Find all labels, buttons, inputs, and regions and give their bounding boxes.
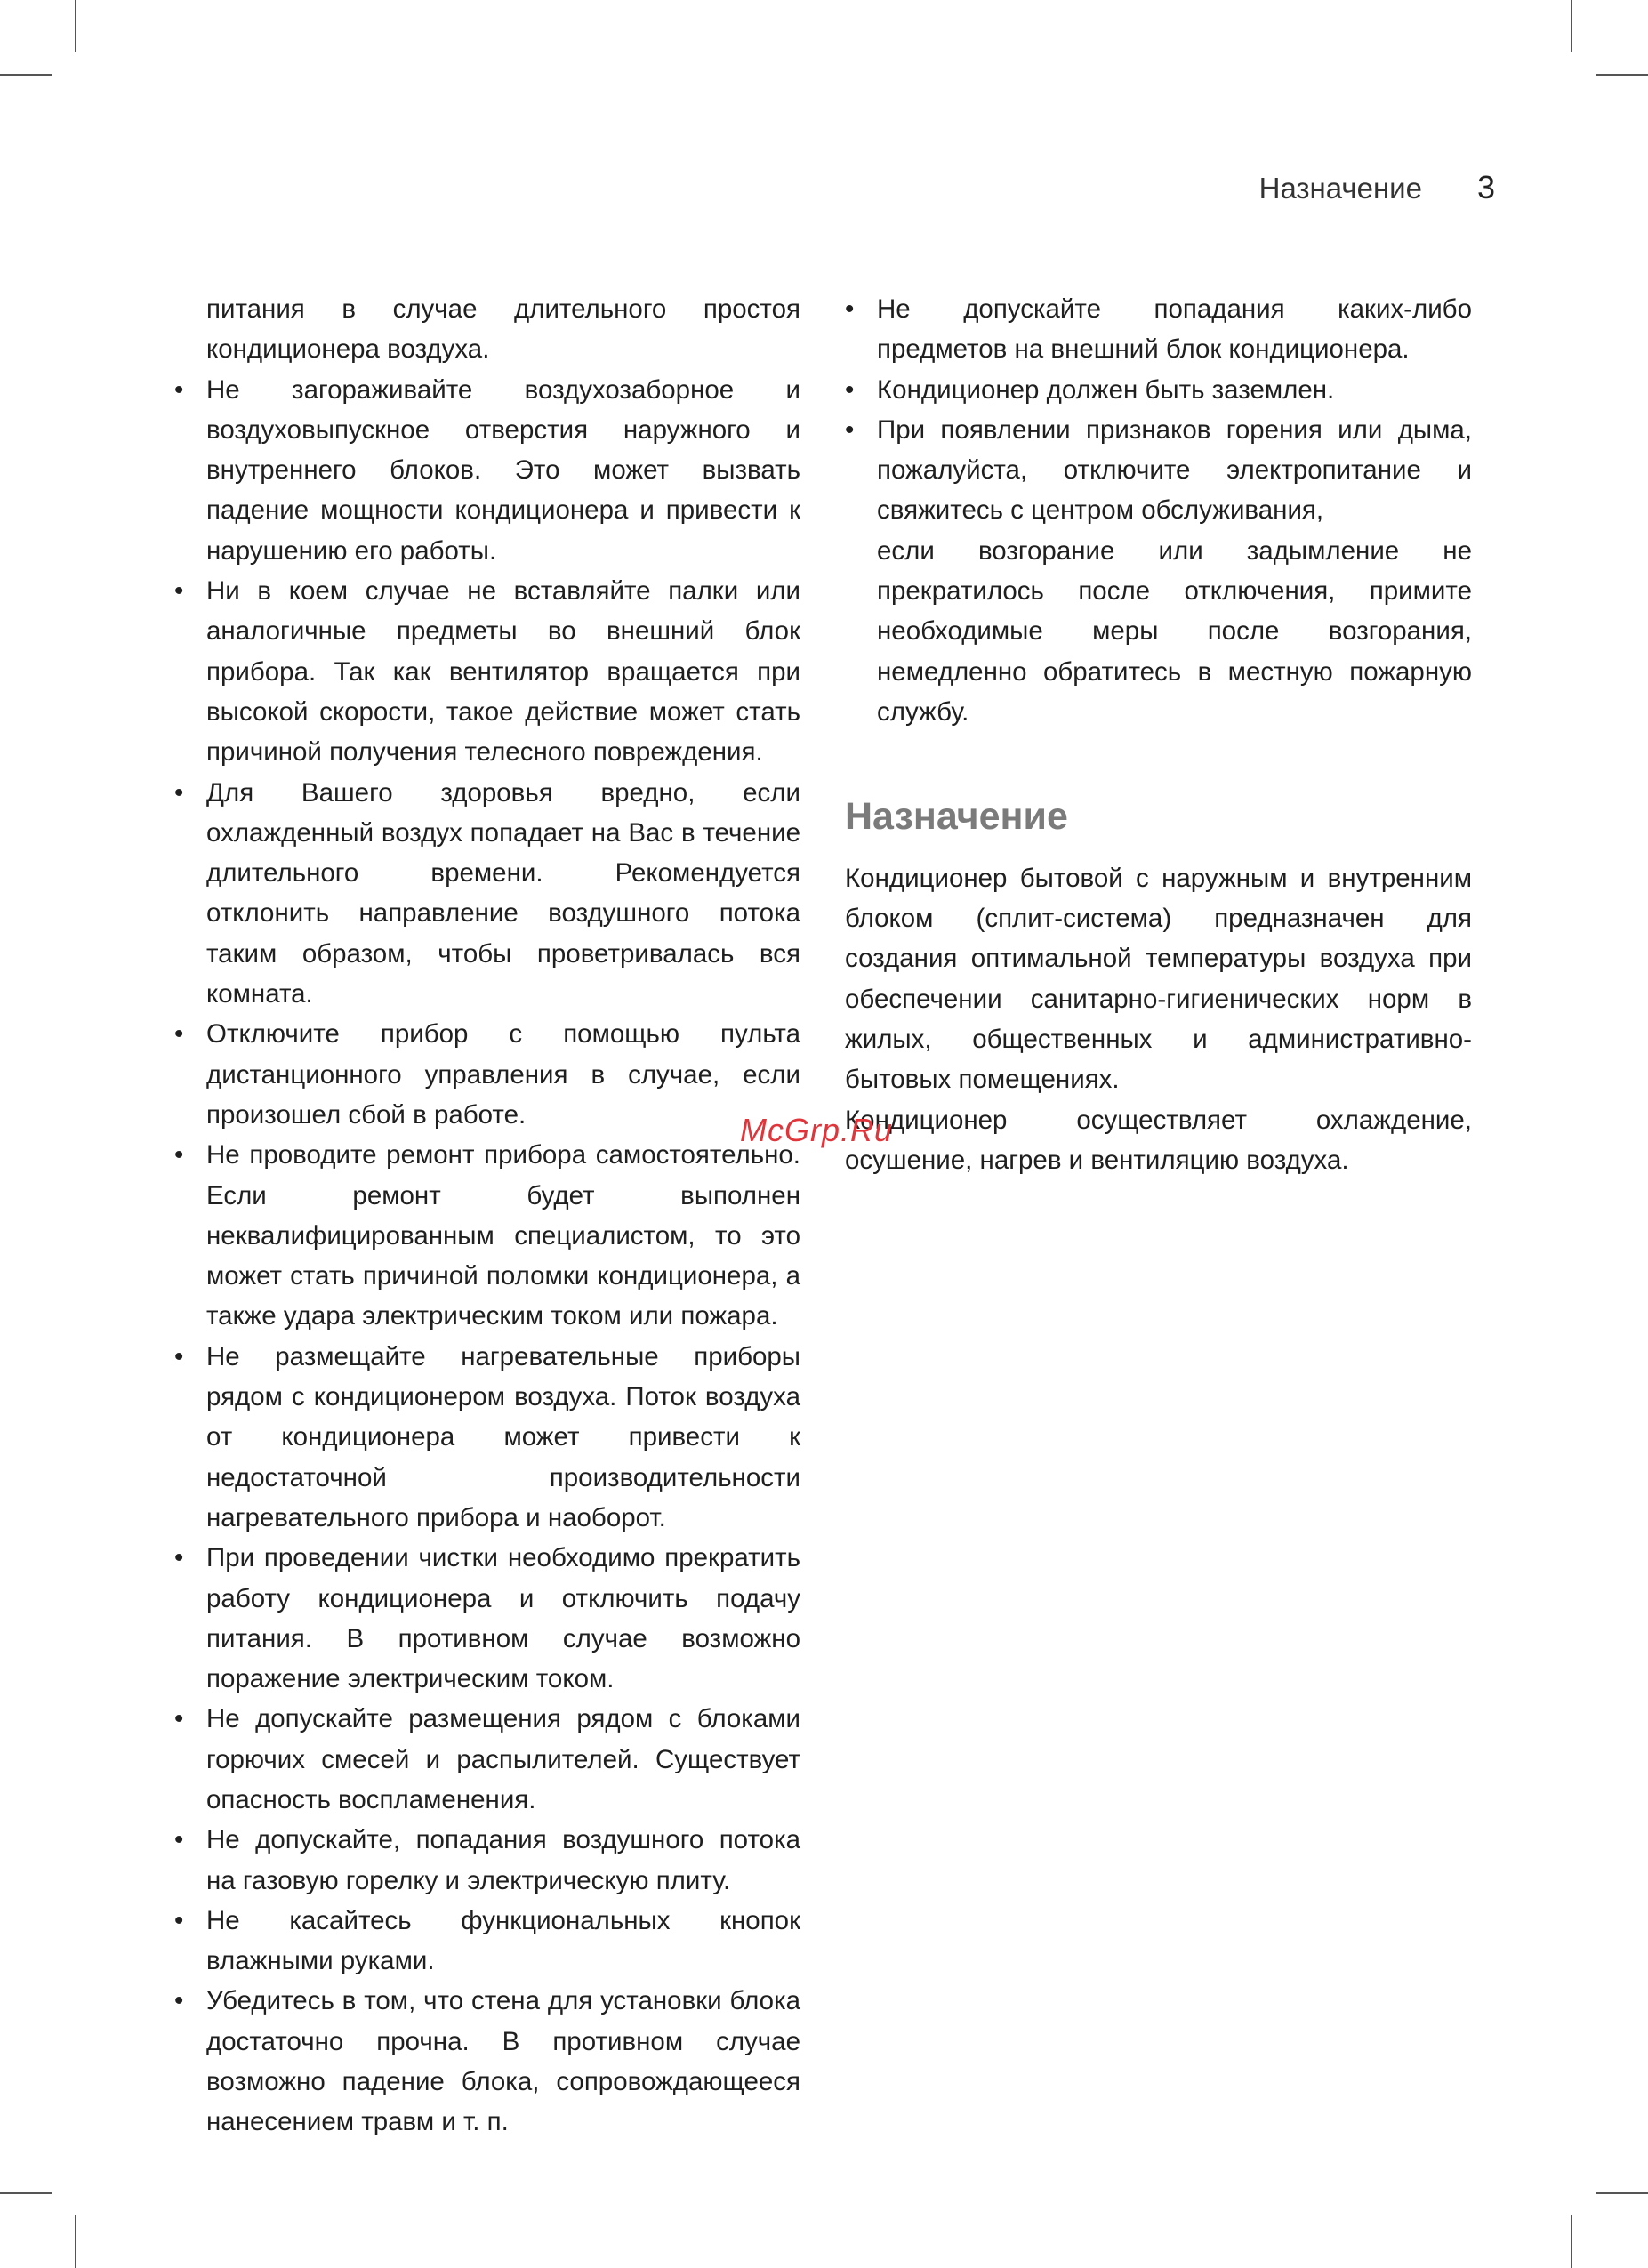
crop-mark xyxy=(1571,0,1572,52)
continued-text: питания в случае длительного простоя кондиционера воздуха. xyxy=(206,294,800,365)
crop-mark xyxy=(75,0,76,52)
list-item: • Не допускайте попадания каких-либо предметов на внешний блок кондиционера. xyxy=(845,289,1472,370)
right-column xyxy=(845,289,1472,1180)
list-item: • Для Вашего здоровья вредно, если охлажденный воздух попадает на Вас в течение длительного времени. Рекомендуется отклонить направление воздушного потока таким образом, чтобы проветривалась вся комната. xyxy=(174,773,800,1015)
crop-mark xyxy=(1596,2192,1648,2194)
list-item: • Не загораживайте воздухозаборное и воздуховыпускное отверстия наружного и внутреннего блоков. Это может вызвать падение мощности кондиционера и привести к нарушению его работы. xyxy=(174,370,800,571)
watermark: McGrp.Ru xyxy=(740,1112,894,1148)
left-column xyxy=(174,289,800,2143)
paragraph: Кондиционер осуществляет охлаждение, осушение, нагрев и вентиляцию воздуха. xyxy=(845,1105,1472,1175)
list-item: • При проведении чистки необходимо прекратить работу кондиционера и отключить подачу питания. В противном случае возможно поражение электрическим током. xyxy=(174,1538,800,1699)
crop-mark xyxy=(1596,74,1648,76)
list-item: • Убедитесь в том, что стена для установки блока достаточно прочна. В противном случае возможно падение блока, сопровождающееся нанесением травм и т. п. xyxy=(174,1981,800,2142)
crop-mark xyxy=(0,2192,52,2194)
list-item: • Ни в коем случае не вставляйте палки или аналогичные предметы во внешний блок прибора. Так как вентилятор вращается при высокой скорости, такое действие может стать причиной получения телесного повреждения. xyxy=(174,571,800,772)
list-item: • Не касайтесь функциональных кнопок влажными руками. xyxy=(174,1901,800,1982)
list-item: • Не допускайте, попадания воздушного потока на газовую горелку и электрическую плиту. xyxy=(174,1820,800,1901)
page-number: 3 xyxy=(1476,169,1495,205)
crop-mark xyxy=(75,2215,76,2268)
crop-mark xyxy=(1571,2215,1572,2268)
list-item: • Кондиционер должен быть заземлен. xyxy=(845,370,1472,410)
running-title: Назначение xyxy=(1258,172,1422,205)
list-item: • Не допускайте размещения рядом с блоками горючих смесей и распылителей. Существует опасность воспламенения. xyxy=(174,1699,800,1820)
list-item: • Не размещайте нагревательные приборы рядом с кондиционером воздуха. Поток воздуха от кондиционера может привести к недостаточной производительности нагревательного прибора и наоборот. xyxy=(174,1337,800,1538)
continued-text: если возгорание или задымление не прекратилось после отключения, примите необходимые меры после возгорания, немедленно обратитесь в местную пожарную службу. xyxy=(877,535,1472,727)
list-item: • Не проводите ремонт прибора самостоятельно. Если ремонт будет выполнен неквалифицированным специалистом, то это может стать причиной поломки кондиционера, а также удара электрическим током или пожара. xyxy=(174,1135,800,1336)
list-item: • Отключите прибор с помощью пульта дистанционного управления в случае, если произошел сбой в работе. xyxy=(174,1014,800,1135)
safety-list xyxy=(174,370,800,2143)
list-item: • При появлении признаков горения или дыма, пожалуйста, отключите электропитание и свяжитесь с центром обслуживания, xyxy=(845,410,1472,531)
section-heading: Назначение xyxy=(845,795,1068,839)
running-header xyxy=(1259,169,1495,206)
crop-mark xyxy=(0,74,52,76)
safety-list xyxy=(845,289,1472,531)
paragraph: Кондиционер бытовой с наружным и внутренним блоком (сплит-система) предназначен для создания оптимальной температуры воздуха при обеспечении санитарно-гигиенических норм в жилых, общественных и административно-бытовых помещениях. xyxy=(845,863,1472,1095)
